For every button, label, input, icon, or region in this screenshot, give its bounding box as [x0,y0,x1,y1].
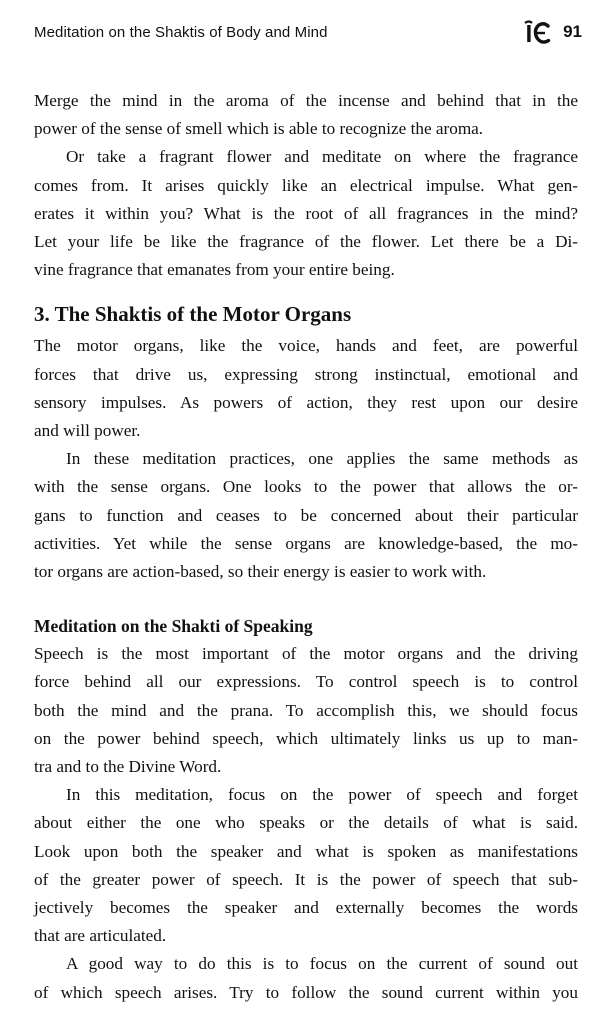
subsection-heading: Meditation on the Shakti of Speaking [34,616,313,637]
text-line: A good way to do this is to focus on the current of sound out [66,954,578,974]
text-line: tor organs are action-based, so their energy is easier to work with. [34,562,487,582]
text-line: on the power behind speech, which ultimately links us up to man- [34,728,578,748]
text-line: gans to function and ceases to be concerned about their particular [34,505,578,525]
header-right [523,19,582,45]
running-header [34,14,582,50]
text-line: of which speech arises. Try to follow the sound current within you [34,982,578,1002]
text-line: erates it within you? What is the root of all fragrances in the mind? [34,203,578,223]
text-line: jectively becomes the speaker and externally becomes the words [34,898,578,918]
running-header-title: Meditation on the Shaktis of Body and Mind [34,23,328,41]
text-line: The motor organs, like the voice, hands and feet, are powerful [34,336,578,356]
text-line: In this meditation, focus on the power of speech and forget [66,785,578,805]
text-line: activities. Yet while the sense organs are knowledge-based, the mo- [34,533,578,553]
text-line: Merge the mind in the aroma of the incense and behind that in the [34,91,578,110]
paragraph-speech-meditation [34,781,578,950]
text-line: of the greater power of speech. It is the power of speech that sub- [34,869,578,889]
section-heading: 3. The Shaktis of the Motor Organs [34,302,352,327]
text-line: Let your life be like the fragrance of the flower. Let there be a Di- [34,232,578,252]
text-line: tra and to the Divine Word. [34,757,222,777]
text-line: about either the one who speaks or the details of what is said. [34,813,578,833]
text-line: power of the sense of smell which is able to recognize the aroma. [34,119,484,139]
page-body [34,87,578,1007]
text-line: with the sense organs. One looks to the power that allows the or- [34,477,578,497]
paragraph-speech [34,640,578,781]
text-line: force behind all our expressions. To control speech is to control [34,672,578,692]
text-line: sensory impulses. As powers of action, they rest upon our desire [34,392,578,412]
paragraph-motor-organs [34,332,578,445]
text-line: forces that drive us, expressing strong instinctual, emotional and [34,364,578,384]
page-number: 91 [563,22,582,41]
paragraph-meditation-practices [34,445,578,586]
paragraph-flower [34,143,578,284]
text-line: and will power. [34,421,141,441]
paragraph-sound-current [34,950,578,1006]
text-line: vine fragrance that emanates from your entire being. [34,260,395,280]
text-line: both the mind and the prana. To accomplish this, we should focus [34,700,578,720]
text-line: that are articulated. [34,926,167,946]
text-line: Or take a fragrant flower and meditate on where the fragrance [66,147,578,167]
text-line: comes from. It arises quickly like an electrical impulse. What gen- [34,175,578,195]
text-line: In these meditation practices, one applies the same methods as [66,449,578,469]
paragraph-incense [34,87,578,143]
publisher-logo-icon [523,19,551,45]
text-line: Speech is the most important of the motor organs and the driving [34,644,578,664]
text-line: Look upon both the speaker and what is spoken as manifestations [34,841,578,861]
